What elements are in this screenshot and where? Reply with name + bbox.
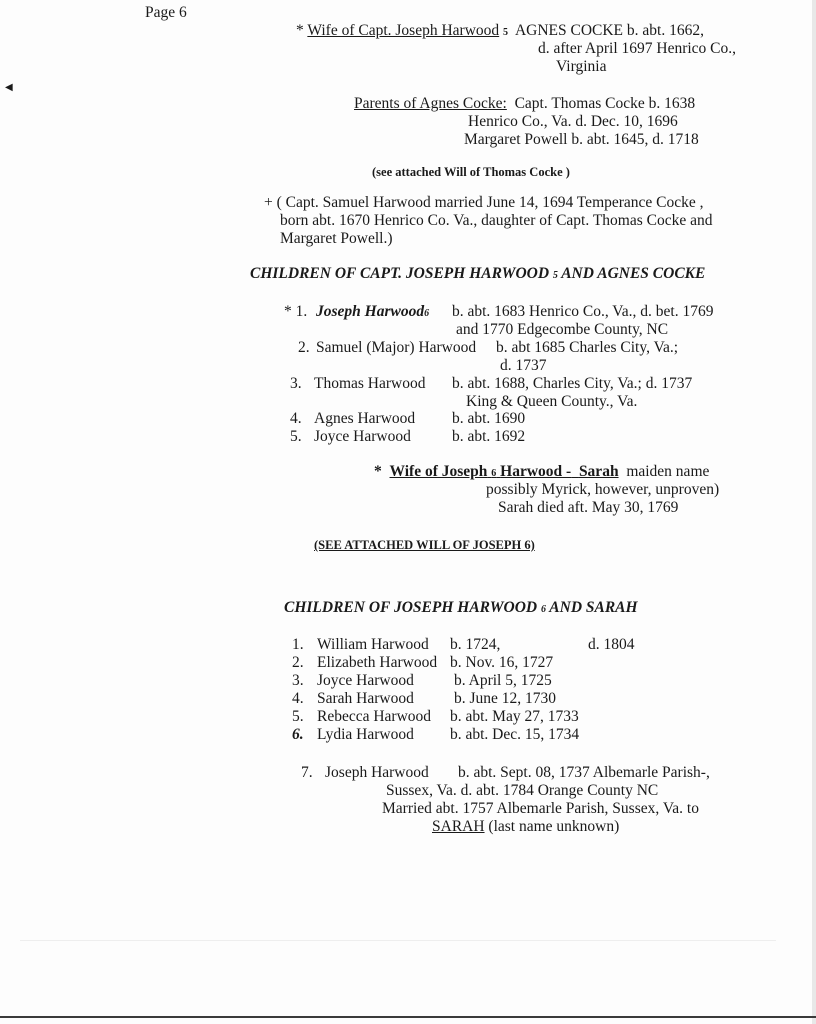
child1-2-info: b. abt 1685 Charles City, Va.; (496, 339, 679, 356)
child2-6-num: 6. (292, 726, 304, 743)
child2-2-num: 2. (292, 654, 304, 671)
child7-num: 7. (301, 764, 313, 781)
heading-1-text: CHILDREN OF CAPT. JOSEPH HARWOOD (250, 265, 550, 282)
child2-5-num: 5. (292, 708, 304, 725)
scan-edge (812, 0, 816, 1024)
child2-3-info: b. April 5, 1725 (454, 672, 552, 689)
wife-joseph-line1 (374, 463, 709, 483)
heading-2-text: CHILDREN OF JOSEPH HARWOOD (284, 599, 538, 616)
child7-name: Joseph Harwood (325, 764, 429, 781)
child2-4-name: Sarah Harwood (317, 690, 414, 707)
child1-4-name: Agnes Harwood (314, 410, 416, 427)
child1-1-info2: and 1770 Edgecombe County, NC (456, 321, 669, 338)
parents-father: Capt. Thomas Cocke b. 1638 (514, 95, 696, 112)
child1-4-num: 4. (290, 410, 302, 427)
wife-joseph-line3: Sarah died aft. May 30, 1769 (498, 499, 679, 516)
child1-3-info: b. abt. 1688, Charles City, Va.; d. 1737 (452, 375, 693, 392)
child1-1-name-text: Joseph Harwood (316, 303, 425, 320)
wife-name: AGNES COCKE b. abt. 1662, (514, 22, 704, 39)
child7-spouse-line (432, 818, 619, 836)
wife-header-line3: Virginia (556, 58, 607, 75)
samuel-note-line2: born abt. 1670 Henrico Co. Va., daughter of Capt. Thomas Cocke and (280, 212, 713, 229)
bullet-mark: ◀ (5, 82, 13, 93)
star-marker: * (296, 22, 304, 39)
child1-2-info2: d. 1737 (500, 357, 547, 374)
child1-1-num: * 1. (284, 303, 308, 320)
child2-6-info: b. abt. Dec. 15, 1734 (450, 726, 580, 743)
child7-line2: Sussex, Va. d. abt. 1784 Orange County NC (386, 782, 659, 799)
samuel-note-line1: + ( Capt. Samuel Harwood married June 14, 1694 Temperance Cocke , (264, 194, 704, 211)
wife-header-line2: d. after April 1697 Henrico Co., (538, 40, 737, 57)
child7-spouse: SARAH (432, 818, 485, 835)
heading-2-rest: AND SARAH (549, 599, 638, 616)
child7-spouse-note: (last name unknown) (488, 818, 620, 835)
will-note: (see attached Will of Thomas Cocke ) (372, 165, 570, 179)
child2-3-name: Joyce Harwood (317, 672, 414, 689)
child7-line1: b. abt. Sept. 08, 1737 Albemarle Parish-, (458, 764, 710, 781)
scan-bottom-edge (0, 1016, 816, 1018)
parents-label: Parents of Agnes Cocke: (354, 95, 507, 112)
wife-joseph-name: Sarah (578, 463, 619, 480)
parents-line3: Margaret Powell b. abt. 1645, d. 1718 (464, 131, 699, 148)
wife-header-line1 (296, 22, 704, 42)
child2-4-info: b. June 12, 1730 (454, 690, 557, 707)
wife-joseph-rest: maiden name (626, 463, 710, 480)
child1-3-info2: King & Queen County., Va. (466, 393, 638, 410)
parents-line2: Henrico Co., Va. d. Dec. 10, 1696 (468, 113, 678, 130)
child2-4-num: 4. (292, 690, 304, 707)
child1-1-name (316, 303, 429, 323)
child2-1-num: 1. (292, 636, 304, 653)
wife-joseph-gen: 6 (491, 468, 497, 479)
children-heading-1 (250, 265, 705, 285)
child1-5-name: Joyce Harwood (314, 428, 411, 445)
child1-4-info: b. abt. 1690 (452, 410, 526, 427)
samuel-note-line3: Margaret Powell.) (280, 230, 393, 247)
wife-label: Wife of Capt. Joseph Harwood (307, 22, 500, 39)
wife-joseph-label-b: Harwood - (500, 463, 572, 480)
heading-1-rest: AND AGNES COCKE (561, 265, 706, 282)
child2-2-name: Elizabeth Harwood (317, 654, 438, 671)
child1-1-gen: 6 (424, 308, 430, 319)
child2-3-num: 3. (292, 672, 304, 689)
wife-joseph-line2: possibly Myrick, however, unproven) (486, 481, 720, 498)
child2-5-name: Rebecca Harwood (317, 708, 432, 725)
child2-5-info: b. abt. May 27, 1733 (450, 708, 579, 725)
child2-1-extra: d. 1804 (588, 636, 635, 653)
children-heading-2 (284, 599, 638, 619)
heading-2-gen: 6 (540, 604, 546, 615)
generation-number: 5 (503, 27, 509, 38)
child1-3-num: 3. (290, 375, 302, 392)
child2-1-info: b. 1724, (450, 636, 501, 653)
child2-6-name: Lydia Harwood (317, 726, 414, 743)
parents-line1 (354, 95, 695, 113)
star-marker: * (374, 463, 382, 480)
will-joseph-note: (SEE ATTACHED WILL OF JOSEPH 6) (314, 538, 535, 552)
child1-5-info: b. abt. 1692 (452, 428, 526, 445)
child1-3-name: Thomas Harwood (314, 375, 426, 392)
scan-artifact-line (20, 940, 776, 941)
child1-5-num: 5. (290, 428, 302, 445)
child2-2-info: b. Nov. 16, 1727 (450, 654, 554, 671)
wife-joseph-label (390, 463, 619, 480)
wife-joseph-label-a: Wife of Joseph (389, 463, 488, 480)
child2-1-name: William Harwood (317, 636, 429, 653)
page-number: Page 6 (145, 4, 187, 21)
child1-1-info: b. abt. 1683 Henrico Co., Va., d. bet. 1769 (452, 303, 714, 320)
heading-1-gen: 5 (552, 270, 558, 281)
child1-2-num: 2. (298, 339, 310, 356)
child1-2-name: Samuel (Major) Harwood (316, 339, 477, 356)
child7-line3: Married abt. 1757 Albemarle Parish, Sussex, Va. to (382, 800, 699, 817)
